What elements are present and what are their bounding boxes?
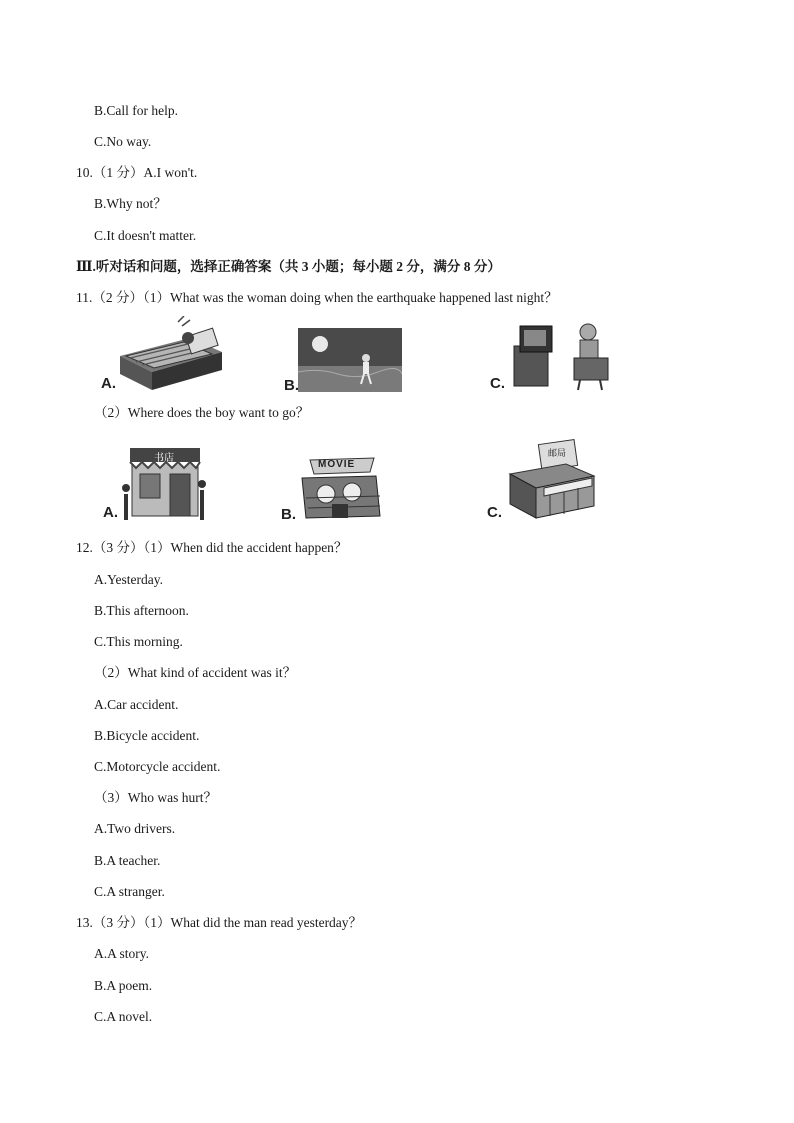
q12-1-option-c: C.This morning. [94, 634, 183, 649]
post-office-sign: 邮局 [548, 449, 567, 459]
q12-2-option-b: B.Bicycle accident. [94, 728, 200, 743]
q11-1-picture-c-watching-tv [500, 318, 616, 392]
q11-part1-stem: 11.（2 分）（1）What was the woman doing when the earthquake happened last night？ [76, 290, 558, 305]
q10-option-b: B.Why not？ [94, 196, 167, 211]
q11-2-picture-c-post-office [506, 436, 596, 520]
movie-sign: MOVIE [318, 459, 356, 470]
q10-stem: 10.（1 分）A.I won't. [76, 165, 198, 180]
q11-2-label-b: B. [281, 506, 296, 523]
q13-1-option-b: B.A poem. [94, 978, 153, 993]
bookstore-sign: 书店 [154, 453, 174, 464]
q12-3-option-a: A.Two drivers. [94, 821, 176, 836]
q11-1-label-a: A. [101, 375, 116, 392]
q12-2-option-c: C.Motorcycle accident. [94, 759, 221, 774]
q12-2-option-a: A.Car accident. [94, 697, 179, 712]
q12-part1-stem: 12.（3 分）（1）When did the accident happen？ [76, 540, 348, 555]
q9-option-b: B.Call for help. [94, 103, 178, 118]
q11-1-label-b: B. [284, 377, 299, 394]
q11-2-picture-a-bookstore [122, 434, 208, 522]
q12-3-option-c: C.A stranger. [94, 884, 165, 899]
q13-1-option-c: C.A novel. [94, 1009, 153, 1024]
section-3-heading: Ⅲ.听对话和问题，选择正确答案（共 3 小题；每小题 2 分，满分 8 分） [76, 259, 501, 274]
q13-part1-stem: 13.（3 分）（1）What did the man read yesterday？ [76, 915, 363, 930]
q12-1-option-a: A.Yesterday. [94, 572, 163, 587]
q11-part2-stem: （2）Where does the boy want to go？ [94, 405, 310, 420]
q13-1-option-a: A.A story. [94, 946, 150, 961]
q11-2-picture-b-cinema [296, 438, 384, 522]
q11-2-label-a: A. [103, 504, 118, 521]
q12-part3-stem: （3）Who was hurt？ [94, 790, 217, 805]
q11-1-picture-b-walking-outside-at-night [298, 328, 402, 392]
q10-option-c: C.It doesn't matter. [94, 228, 197, 243]
q9-option-c: C.No way. [94, 134, 152, 149]
q12-3-option-b: B.A teacher. [94, 853, 161, 868]
q11-1-label-c: C. [490, 375, 505, 392]
q12-part2-stem: （2）What kind of accident was it？ [94, 665, 297, 680]
q12-1-option-b: B.This afternoon. [94, 603, 189, 618]
q11-2-label-c: C. [487, 504, 502, 521]
q11-1-picture-a-sleeping-in-bed [100, 316, 226, 394]
